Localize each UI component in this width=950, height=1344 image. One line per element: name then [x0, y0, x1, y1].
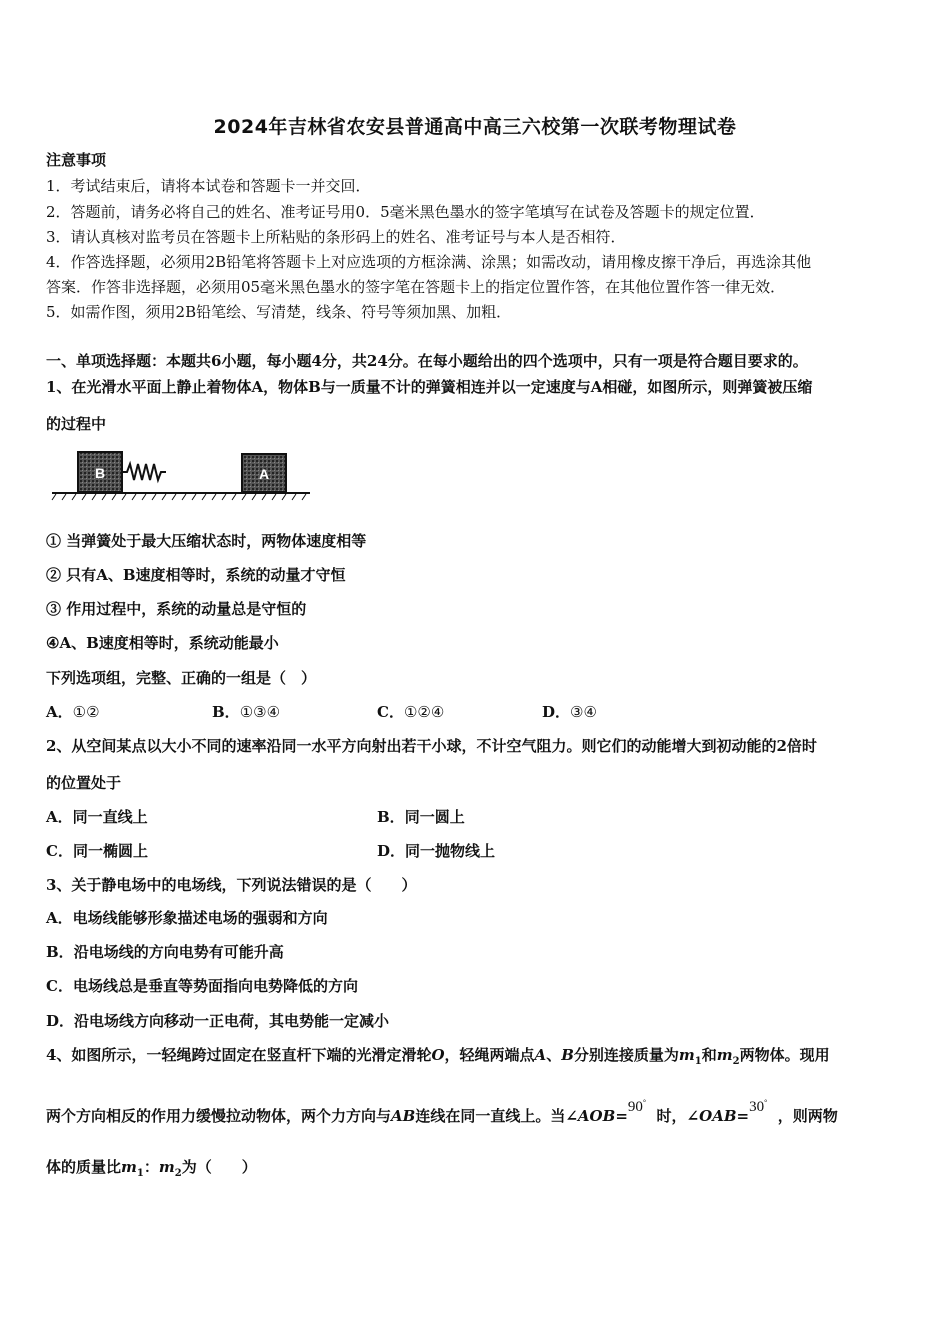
q4-angle-value: 90: [627, 1099, 643, 1115]
q1-prompt: 下列选项组，完整、正确的一组是（ ）: [46, 669, 317, 687]
q4-text: ，则两物: [777, 1107, 838, 1125]
q1-option-c[interactable]: [377, 702, 444, 722]
q4-text: 两物体。现用: [739, 1046, 830, 1064]
q4-sub: 1: [694, 1056, 702, 1067]
q4-sub: 1: [136, 1168, 144, 1179]
notice-item-5: 5．如需作图，须用2B铅笔绘、写清楚，线条、符号等须加黑、加粗．: [46, 303, 512, 321]
option-letter: A．: [46, 808, 73, 826]
q1-statement-3: ③ 作用过程中，系统的动量总是守恒的: [46, 600, 307, 618]
option-text: ①②: [72, 703, 100, 721]
q2-option-b[interactable]: [377, 807, 465, 827]
option-text: 电场线能够形象描述电场的强弱和方向: [72, 909, 328, 927]
option-text: ①②④: [403, 703, 445, 721]
option-letter: D．: [377, 842, 406, 860]
notice-item-2: 2．答题前，请务必将自己的姓名、准考证号用0．5毫米黑色墨水的签字笔填写在试卷及答题卡的规定位置．: [46, 203, 765, 221]
q1-figure: [48, 448, 314, 504]
block-b: [78, 452, 122, 492]
q1-statement-4: ④A、B速度相等时，系统动能最小: [46, 634, 279, 652]
q4-stem-line2: [46, 1098, 838, 1129]
q4-var-m1: m: [678, 1046, 695, 1064]
q3-option-b[interactable]: [46, 942, 284, 962]
q2-option-a[interactable]: [46, 807, 148, 827]
q4-var-o: O: [431, 1046, 445, 1064]
q4-text: ：: [143, 1158, 159, 1176]
q1-statement-2: ② 只有A、B速度相等时，系统的动量才守恒: [46, 566, 346, 584]
exam-title: 2024年吉林省农安县普通高中高三六校第一次联考物理试卷: [213, 116, 737, 138]
block-a: [242, 454, 286, 492]
option-letter: A．: [46, 909, 73, 927]
q3-option-c[interactable]: [46, 976, 358, 996]
q4-text: =: [736, 1107, 750, 1125]
q1-statement-1: ① 当弹簧处于最大压缩状态时，两物体速度相等: [46, 532, 367, 550]
q4-var-aob: AOB: [577, 1107, 616, 1125]
q2-option-d[interactable]: [377, 841, 495, 861]
q4-angle-value: 30: [749, 1099, 765, 1115]
q3-option-a[interactable]: [46, 908, 328, 928]
notice-item-4: 4．作答选择题，必须用2B铅笔将答题卡上对应选项的方框涂满、涂黑；如需改动，请用橡皮擦干净后，再选涂其他: [46, 253, 812, 271]
q3-option-d[interactable]: [46, 1011, 389, 1031]
q4-text: 时，∠: [656, 1107, 700, 1125]
q4-var-b: B: [561, 1046, 574, 1064]
q4-text: ，轻绳两端点: [444, 1046, 535, 1064]
block-a-label: A: [258, 466, 270, 482]
option-text: ③④: [570, 703, 597, 721]
q3-stem: 3、关于静电场中的电场线，下列说法错误的是（ ）: [46, 876, 417, 894]
q4-sub: 2: [732, 1056, 740, 1067]
q4-text: 分别连接质量为: [573, 1046, 679, 1064]
option-letter: B．: [46, 943, 74, 961]
q4-angle-90: [628, 1099, 646, 1115]
option-text: 同一抛物线上: [405, 842, 496, 860]
q4-text: 4、如图所示，一轻绳跨过固定在竖直杆下端的光滑定滑轮: [46, 1046, 432, 1064]
notice-item-3: 3．请认真核对监考员在答题卡上所粘贴的条形码上的姓名、准考证号与本人是否相符．: [46, 228, 626, 246]
block-b-label: B: [94, 465, 106, 481]
q2-option-c[interactable]: [46, 841, 148, 861]
section-heading: 一、单项选择题：本题共6小题，每小题4分，共24分。在每小题给出的四个选项中，只有一项是符合题目要求的。: [46, 352, 808, 370]
q4-text: 和: [701, 1046, 717, 1064]
option-letter: C．: [377, 703, 404, 721]
q4-text: 两个方向相反的作用力缓慢拉动物体，两个力方向与: [46, 1107, 392, 1125]
option-letter: B．: [377, 808, 405, 826]
spring: [122, 464, 166, 480]
q4-degree: °: [764, 1098, 768, 1107]
q4-var-m2: m: [716, 1046, 733, 1064]
q1-option-b[interactable]: [212, 702, 280, 722]
q4-text: 为（ ）: [181, 1158, 257, 1176]
q4-text: 体的质量比: [46, 1158, 122, 1176]
q4-text: =: [615, 1107, 628, 1125]
option-text: 同一圆上: [404, 808, 465, 826]
q2-stem-line1: 2、从空间某点以大小不同的速率沿同一水平方向射出若干小球，不计空气阻力。则它们的动能增大到初动能的2倍时: [46, 737, 817, 755]
option-letter: D．: [46, 1012, 75, 1030]
notice-item-4-cont: 答案．作答非选择题，必须用05毫米黑色墨水的签字笔在答题卡上的指定位置作答，在其他位置作答一律无效．: [46, 278, 786, 296]
option-letter: C．: [46, 977, 73, 995]
q4-stem-line3: [46, 1157, 257, 1184]
option-text: 电场线总是垂直等势面指向电势降低的方向: [72, 977, 358, 995]
q1-stem-line1: 1、在光滑水平面上静止着物体A，物体B与一质量不计的弹簧相连并以一定速度与A相碰，如图所示，则弹簧被压缩: [46, 378, 813, 396]
q4-var-oab: OAB: [699, 1107, 737, 1125]
q4-var-m2: m: [158, 1158, 175, 1176]
option-letter: B．: [212, 703, 240, 721]
q4-text: 、: [546, 1046, 562, 1064]
q1-option-a[interactable]: [46, 702, 100, 722]
option-text: 沿电场线的方向电势有可能升高: [73, 943, 284, 961]
notice-heading: 注意事项: [46, 151, 107, 169]
q4-text: 连线在同一直线上。当∠: [415, 1107, 578, 1125]
q4-var-ab: AB: [391, 1107, 416, 1125]
q1-stem-line2: 的过程中: [46, 415, 107, 433]
option-letter: D．: [542, 703, 571, 721]
option-letter: A．: [46, 703, 73, 721]
q1-option-d[interactable]: [542, 702, 597, 722]
option-text: ①③④: [239, 703, 281, 721]
q4-stem-line1: [46, 1045, 830, 1072]
q2-stem-line2: 的位置处于: [46, 774, 122, 792]
q4-sub: 2: [174, 1168, 182, 1179]
option-text: 同一直线上: [72, 808, 148, 826]
option-letter: C．: [46, 842, 73, 860]
ground-line: [52, 493, 310, 500]
notice-item-1: 1．考试结束后，请将本试卷和答题卡一并交回．: [46, 177, 371, 195]
q4-angle-30: [749, 1099, 767, 1115]
option-text: 同一椭圆上: [72, 842, 148, 860]
q4-var-a: A: [534, 1046, 547, 1064]
q4-var-m1: m: [121, 1158, 137, 1176]
q4-degree: °: [642, 1098, 647, 1107]
option-text: 沿电场线方向移动一正电荷，其电势能一定减小: [74, 1012, 390, 1030]
